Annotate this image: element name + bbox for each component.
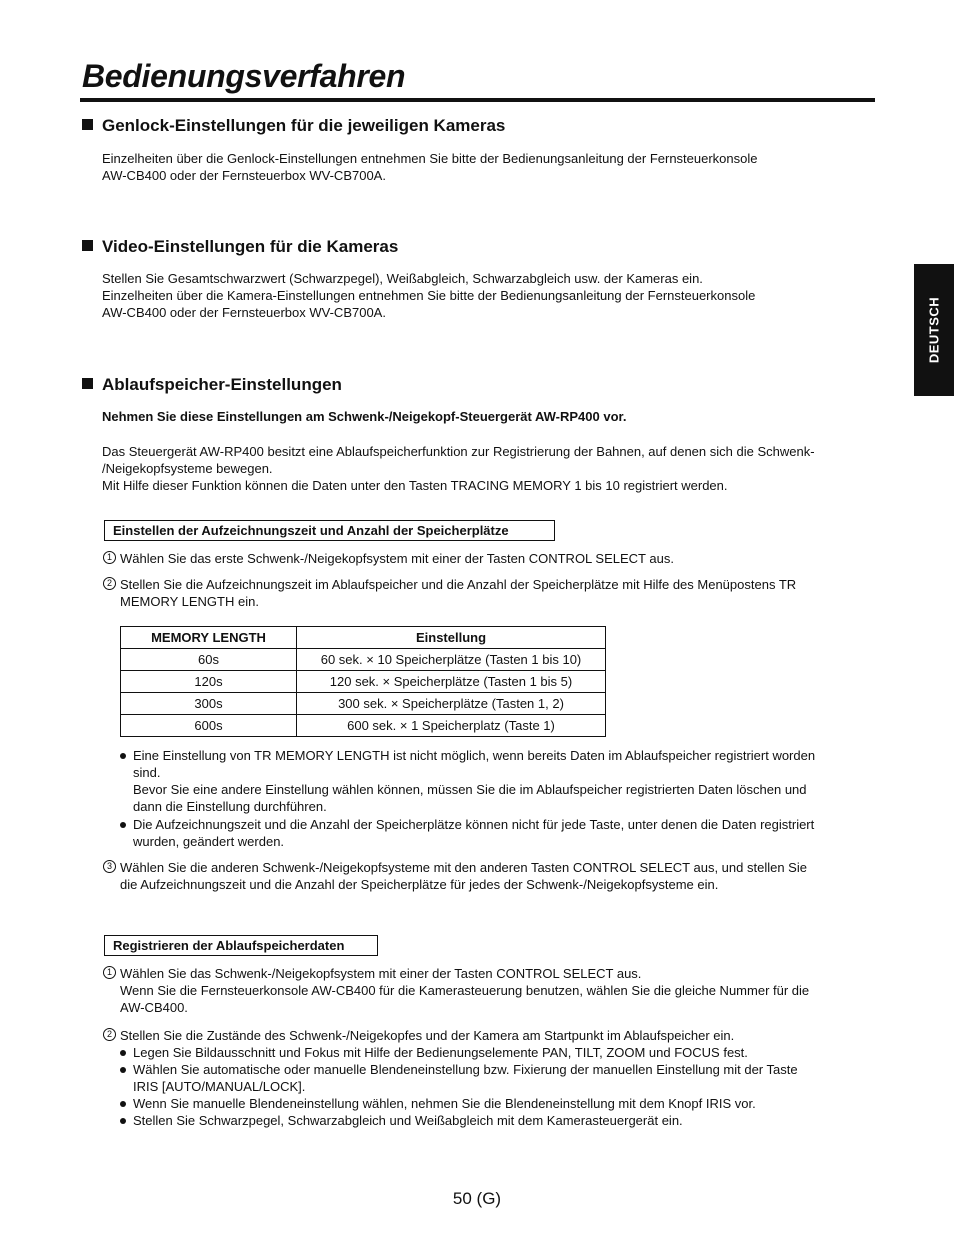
table-cell: 60s [121,649,297,671]
bullet-icon [120,1050,126,1056]
page-number: 50 (G) [452,1189,502,1208]
bullet-icon [120,1118,126,1124]
table-cell: 120s [121,671,297,693]
register-box-label: Registrieren der Ablaufspeicherdaten [104,935,378,956]
register-note-1: Legen Sie Bildausschnitt und Fokus mit Hilfe der Bedienungselemente PAN, TILT, ZOOM und FOCUS fest. [120,1044,865,1061]
setting-step-2: 2 Stellen Sie die Aufzeichnungszeit im Ablaufspeicher und die Anzahl der Speicherplätze mit Hilfe des Menüpostens TR MEMORY LENGTH ein. [103,576,875,610]
square-bullet-icon [82,378,93,389]
table-header: MEMORY LENGTH [121,627,297,649]
section-heading-tracing: Ablaufspeicher-Einstellungen [82,375,342,395]
bullet-icon [120,1101,126,1107]
table-cell: 600s [121,715,297,737]
table-cell: 120 sek. × Speicherplätze (Tasten 1 bis 5) [297,671,606,693]
bullet-icon [120,822,126,828]
table-cell: 60 sek. × 10 Speicherplätze (Tasten 1 bis 10) [297,649,606,671]
tracing-bold-note: Nehmen Sie diese Einstellungen am Schwenk-/Neigekopf-Steuergerät AW-RP400 vor. [102,409,627,424]
table-cell: 300s [121,693,297,715]
video-paragraph: Stellen Sie Gesamtschwarzwert (Schwarzpegel), Weißabgleich, Schwarzabgleich usw. der Kameras ein. Einzelheiten über die Kamera-Einstellungen entnehmen Sie bitte der Bedienungsanleitung der Fernsteuerkonsole AW-CB400 oder der Fernsteuerbox WV-CB700A. [102,271,756,320]
register-step-2: 2 Stellen Sie die Zustände des Schwenk-/Neigekopfes und der Kamera am Startpunkt im Ablaufspeicher ein. [103,1027,875,1044]
square-bullet-icon [82,240,93,251]
register-step-1: 1 Wählen Sie das Schwenk-/Neigekopfsystem mit einer der Tasten CONTROL SELECT aus. Wenn Sie die Fernsteuerkonsole AW-CB400 für die Kamerasteuerung benutzen, wählen Sie die gleiche Nummer für die AW-CB400. [103,965,875,1016]
table-cell: 300 sek. × Speicherplätze (Tasten 1, 2) [297,693,606,715]
setting-box-label: Einstellen der Aufzeichnungszeit und Anzahl der Speicherplätze [104,520,555,541]
setting-step-1: 1 Wählen Sie das erste Schwenk-/Neigekopfsystem mit einer der Tasten CONTROL SELECT aus. [103,550,875,567]
bullet-icon [120,1067,126,1073]
register-note-3: Wenn Sie manuelle Blendeneinstellung wählen, nehmen Sie die Blendeneinstellung mit dem Knopf IRIS vor. [120,1095,865,1112]
table-row [121,649,606,671]
section-heading-genlock: Genlock-Einstellungen für die jeweiligen Kameras [82,116,505,136]
table-row [121,715,606,737]
setting-step-3: 3 Wählen Sie die anderen Schwenk-/Neigekopfsysteme mit den anderen Tasten CONTROL SELECT aus, und stellen Sie die Aufzeichnungszeit und die Anzahl der Speicherplätze für jedes der Schwenk-/Neigekopfsysteme ein. [103,859,875,893]
language-tab-label: DEUTSCH [926,296,942,364]
circled-number: 3 [103,860,116,873]
circled-number: 1 [103,966,116,979]
bullet-icon [120,753,126,759]
setting-note-1: Eine Einstellung von TR MEMORY LENGTH ist nicht möglich, wenn bereits Daten im Ablaufspeicher registriert worden sind. Bevor Sie eine andere Einstellung wählen können, müssen Sie die im Ablaufspeicher registrierten Daten löschen und dann die Einstellung durchführen. [120,747,865,815]
circled-number: 2 [103,577,116,590]
table-row [121,671,606,693]
language-tab [914,264,954,396]
page-title: Bedienungsverfahren [82,58,406,94]
circled-number: 2 [103,1028,116,1041]
circled-number: 1 [103,551,116,564]
memory-length-table [120,626,606,737]
section-heading-video: Video-Einstellungen für die Kameras [82,237,398,257]
table-header-row [121,627,606,649]
table-row [121,693,606,715]
table-header: Einstellung [297,627,606,649]
genlock-paragraph: Einzelheiten über die Genlock-Einstellungen entnehmen Sie bitte der Bedienungsanleitung der Fernsteuerkonsole AW-CB400 oder der Fernsteuerbox WV-CB700A. [102,151,758,183]
register-note-2: Wählen Sie automatische oder manuelle Blendeneinstellung bzw. Fixierung der manuellen Einstellung mit der Taste IRIS [AUTO/MANUAL/LOCK]. [120,1061,865,1095]
register-note-4: Stellen Sie Schwarzpegel, Schwarzabgleich und Weißabgleich mit dem Kamerasteuergerät ein. [120,1112,865,1129]
table-cell: 600 sek. × 1 Speicherplatz (Taste 1) [297,715,606,737]
square-bullet-icon [82,119,93,130]
title-rule [80,98,875,102]
tracing-paragraph: Das Steuergerät AW-RP400 besitzt eine Ablaufspeicherfunktion zur Registrierung der Bahnen, auf denen sich die Schwenk- /Neigekopfsysteme bewegen. Mit Hilfe dieser Funktion können die Daten unter den Tasten TRACING MEMORY 1 bis 10 registriert werden. [102,444,815,493]
setting-note-2: Die Aufzeichnungszeit und die Anzahl der Speicherplätze können nicht für jede Taste, unter denen die Daten registriert wurden, geändert werden. [120,816,865,850]
